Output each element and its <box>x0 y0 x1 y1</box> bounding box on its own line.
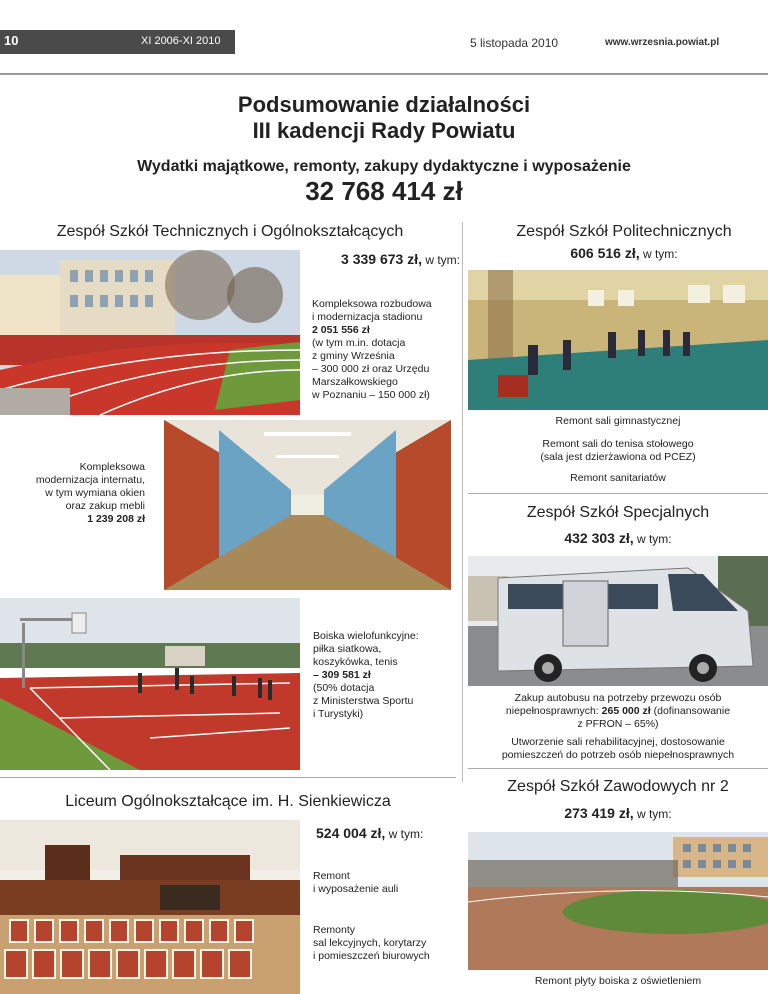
page-number: 10 <box>4 33 19 48</box>
zsp-item-tennis-note: (sala jest dzierżawiona od PCEZ) <box>540 451 696 463</box>
internat-corridor-photo <box>164 420 451 590</box>
header-url[interactable]: www.wrzesnia.powiat.pl <box>605 37 720 48</box>
zstio-name: Zespół Szkół Technicznych i Ogólnokształcących <box>56 223 404 240</box>
zss-name: Zespół Szkół Specjalnych <box>526 504 710 521</box>
page-title-line2: III kadencji Rady Powiatu <box>252 118 516 143</box>
aula-photo <box>0 820 300 994</box>
aula-caption: Remont i wyposażenie auli <box>313 870 399 895</box>
divider-zss <box>468 768 768 769</box>
zsp-item-tennis: Remont sali do tenisa stołowego <box>542 438 694 450</box>
total-amount: 32 768 414 zł <box>305 176 463 206</box>
header-rule <box>0 73 768 75</box>
stadium-photo <box>0 250 300 415</box>
zsz2-field-caption: Remont płyty boiska z oświetleniem <box>534 975 702 987</box>
divider-left <box>0 777 456 778</box>
zsp-item-gym: Remont sali gimnastycznej <box>555 415 681 427</box>
sports-field-photo <box>0 598 300 770</box>
header-issue: XI 2006-XI 2010 <box>141 35 221 47</box>
divider-zsp <box>468 493 768 494</box>
internat-caption: Kompleksowa modernizacja internatu, w tym wymiana okien oraz zakup mebli 1 239 208 zł <box>35 461 145 525</box>
zsp-amount: 606 516 zł, w tym: <box>570 245 678 261</box>
bus-photo <box>468 556 768 686</box>
zss-amount: 432 303 zł, w tym: <box>564 530 672 546</box>
rooms-caption: Remonty sal lekcyjnych, korytarzy i pomieszczeń biurowych <box>313 924 430 962</box>
header-date: 5 listopada 2010 <box>470 36 559 50</box>
lo-amount: 524 004 zł, w tym: <box>316 825 424 841</box>
lo-name: Liceum Ogólnokształcące im. H. Sienkiewicza <box>65 793 391 810</box>
zsp-item-sanitary: Remont sanitariatów <box>570 472 666 484</box>
page-subtitle: Wydatki majątkowe, remonty, zakupy dydaktyczne i wyposażenie <box>137 158 631 175</box>
bus-caption: Zakup autobusu na potrzeby przewozu osób niepełnosprawnych: 265 000 zł (dofinansowanie z PFRON – 65%) <box>505 692 731 730</box>
gym-hall-photo <box>468 270 768 410</box>
zstio-amount: 3 339 673 zł, w tym: <box>341 251 460 267</box>
page-title-line1: Podsumowanie działalności <box>237 92 531 117</box>
stadium-caption: Kompleksowa rozbudowa i modernizacja stadionu 2 051 556 zł (w tym m.in. dotacja z gminy Września – 300 000 zł oraz Urzędu Marszałkowskiego w Poznaniu – 150 000 zł) <box>312 298 432 401</box>
zsp-name: Zespół Szkół Politechnicznych <box>516 223 732 240</box>
zsz2-amount: 273 419 zł, w tym: <box>564 805 672 821</box>
sports-field-caption: Boiska wielofunkcyjne: piłka siatkowa, koszykówka, tenis – 309 581 zł (50% dotacja z Ministerstwa Sportu i Turystyki) <box>313 630 419 720</box>
rehab-caption: Utworzenie sali rehabilitacyjnej, dostosowanie pomieszczeń do potrzeb osób niepełnosprawnych <box>501 736 735 761</box>
zsz2-name: Zespół Szkół Zawodowych nr 2 <box>507 778 729 795</box>
zsz2-field-photo <box>468 832 768 970</box>
